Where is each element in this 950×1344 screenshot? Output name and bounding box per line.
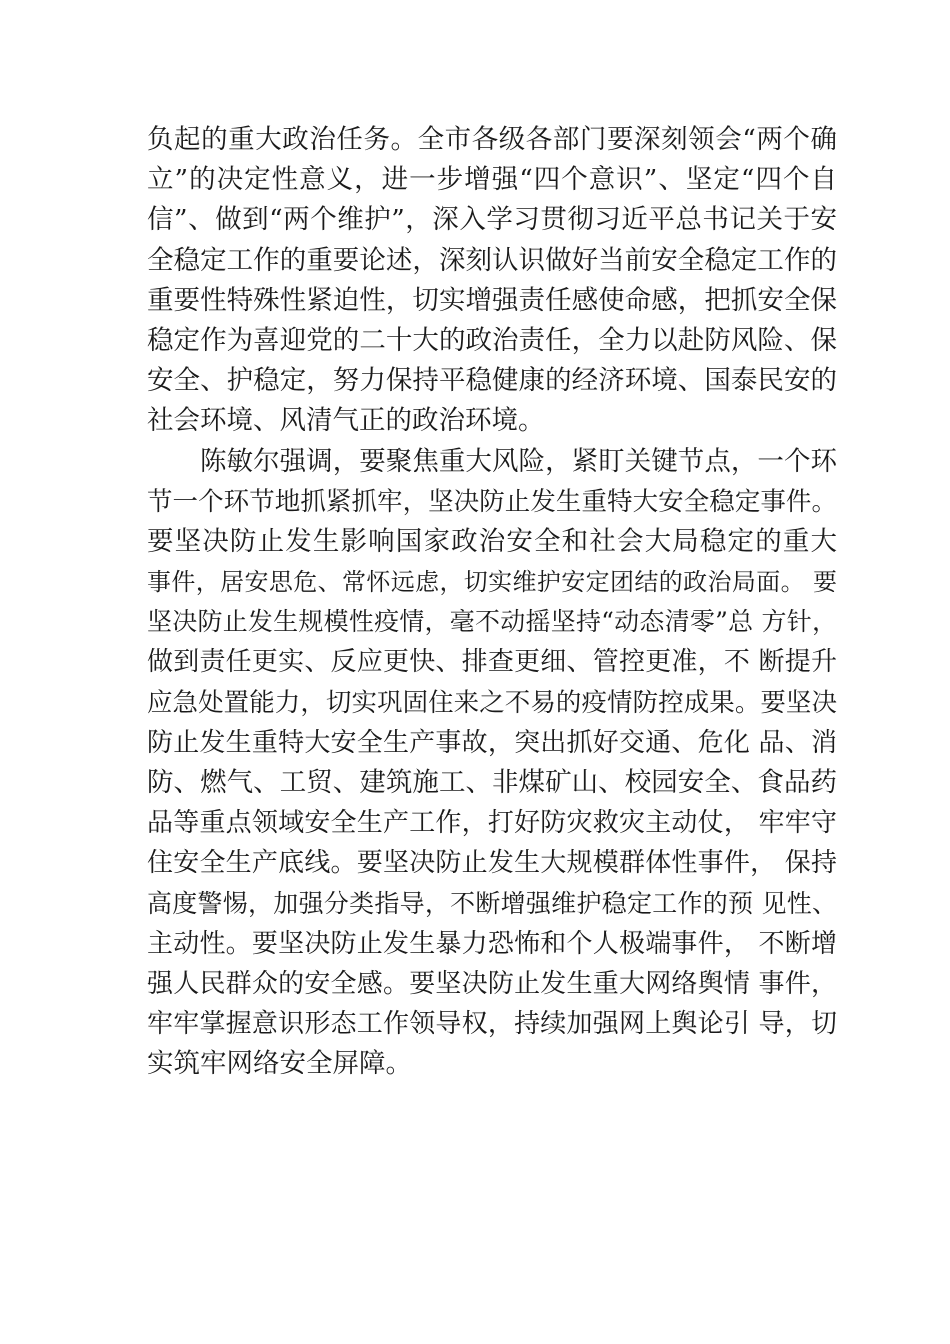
text-line: 全稳定工作的重要论述，深刻认识做好当前安全稳定工作的	[147, 244, 837, 276]
text-line: 事件，居安思危、常怀远虑，切实维护安定团结的政治局面。 要	[147, 568, 837, 597]
text-line: 实筑牢网络安全屏障。	[147, 1048, 412, 1080]
text-line: 做到责任更实、反应更快、排查更细、管控更准，不 断提升	[147, 647, 837, 678]
document-body	[147, 120, 837, 1085]
text-line: 稳定作为喜迎党的二十大的政治责任，全力以赴防风险、保	[147, 324, 837, 356]
text-line: 负起的重大政治任务。全市各级各部门要深刻领会“两个确	[147, 124, 837, 155]
text-line: 防止发生重特大安全生产事故，突出抓好交通、危化 品、消	[147, 727, 837, 758]
text-line: 要坚决防止发生影响国家政治安全和社会大局稳定的重大	[147, 525, 837, 557]
text-line: 高度警惕，加强分类指导，不断增强维护稳定工作的预 见性、	[147, 888, 837, 918]
text-line: 重要性特殊性紧迫性，切实增强责任感使命感，把抓安全保	[147, 284, 837, 316]
text-line: 坚决防止发生规模性疫情，毫不动摇坚持“动态清零”总 方针，	[147, 607, 837, 637]
text-line: 强人民群众的安全感。要坚决防止发生重大网络舆情 事件，	[147, 968, 837, 999]
paragraph-1	[147, 120, 837, 442]
text-line: 品等重点领域安全生产工作，打好防灾救灾主动仗， 牢牢守	[147, 808, 837, 839]
text-line: 住安全生产底线。要坚决防止发生大规模群体性事件， 保持	[147, 848, 837, 879]
text-line: 信”、做到“两个维护”，深入学习贯彻习近平总书记关于安	[147, 204, 837, 236]
paragraph-2	[147, 442, 837, 1085]
text-line: 陈敏尔强调，要聚焦重大风险，紧盯关键节点，一个环	[200, 445, 837, 477]
text-line: 立”的决定性意义，进一步增强“四个意识”、坚定“四个自	[147, 164, 837, 196]
text-line: 主动性。要坚决防止发生暴力恐怖和个人极端事件， 不断增	[147, 928, 837, 959]
text-line: 应急处置能力，切实巩固住来之不易的疫情防控成果。要坚决	[147, 687, 837, 718]
text-line: 防、燃气、工贸、建筑施工、非煤矿山、校园安全、食品药	[147, 767, 837, 798]
text-line: 节一个环节地抓紧抓牢，坚决防止发生重特大安全稳定事件。	[147, 486, 837, 517]
text-line: 安全、护稳定，努力保持平稳健康的经济环境、国泰民安的	[147, 365, 837, 397]
text-line: 社会环境、风清气正的政治环境。	[147, 405, 545, 437]
text-line: 牢牢掌握意识形态工作领导权，持续加强网上舆论引 导，切	[147, 1009, 837, 1040]
